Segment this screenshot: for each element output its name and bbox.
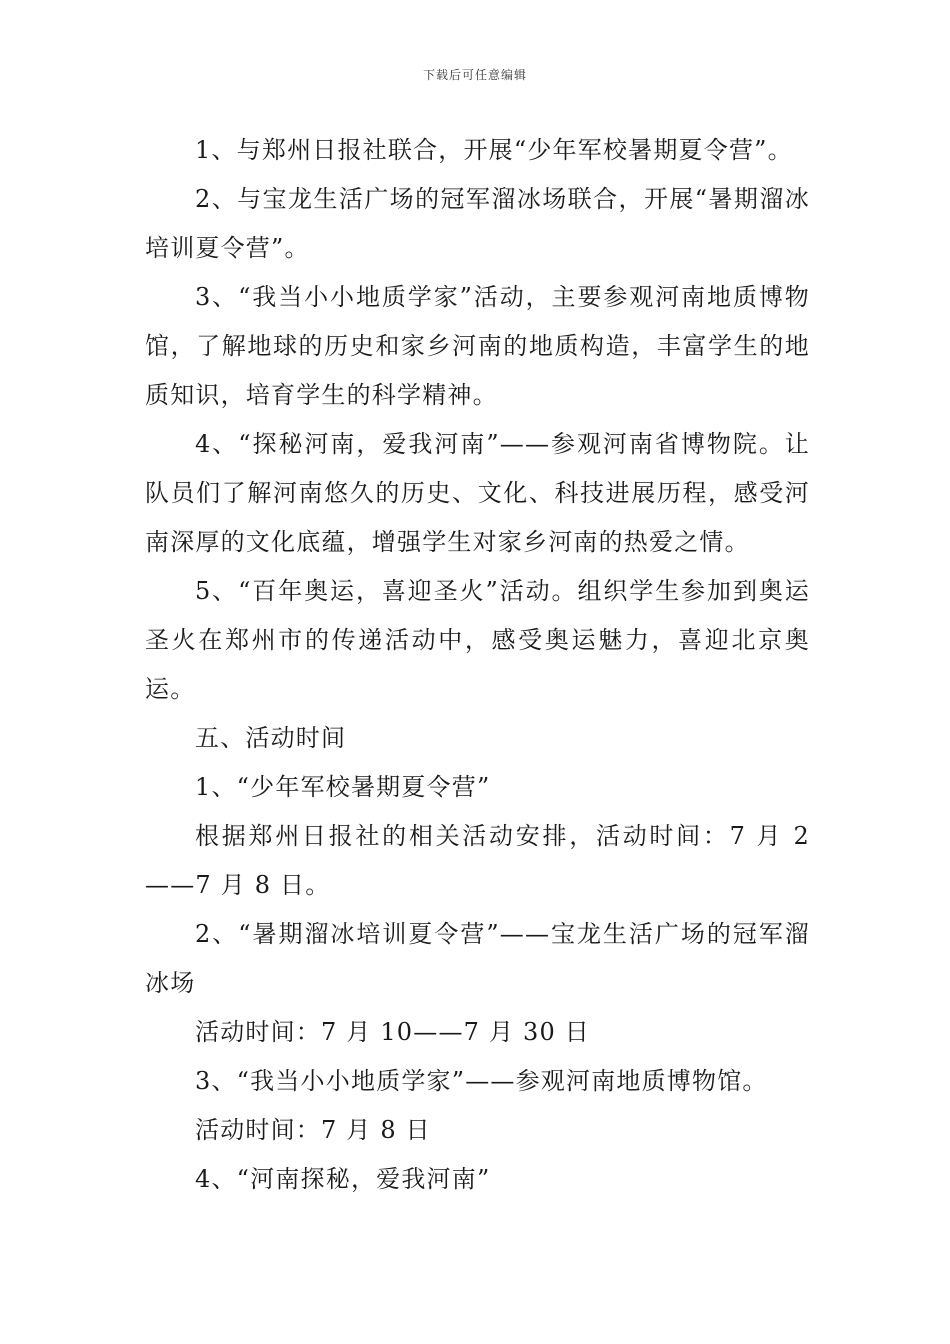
paragraph: 2、“暑期溜冰培训夏令营”——宝龙生活广场的冠军溜冰场 (145, 920, 810, 997)
paragraph: 4、“探秘河南，爱我河南”——参观河南省博物院。让队员们了解河南悠久的历史、文化、科技进展历程，感受河南深厚的文化底蕴，增强学生对家乡河南的热爱之情。 (145, 430, 810, 556)
document-body (145, 126, 810, 1204)
section-heading: 五、活动时间 (195, 724, 347, 752)
paragraph: 2、与宝龙生活广场的冠军溜冰场联合，开展“暑期溜冰培训夏令营”。 (145, 185, 810, 262)
paragraph: 4、“河南探秘，爱我河南” (195, 1165, 491, 1193)
paragraph: 活动时间：7 月 10——7 月 30 日 (195, 1018, 590, 1046)
paragraph: 5、“百年奥运，喜迎圣火”活动。组织学生参加到奥运圣火在郑州市的传递活动中，感受奥运魅力，喜迎北京奥运。 (145, 577, 810, 703)
paragraph: 3、“我当小小地质学家”——参观河南地质博物馆。 (195, 1067, 768, 1095)
paragraph: 根据郑州日报社的相关活动安排，活动时间：7 月 2——7 月 8 日。 (145, 822, 810, 899)
paragraph: 活动时间：7 月 8 日 (195, 1116, 431, 1144)
paragraph: 1、与郑州日报社联合，开展“少年军校暑期夏令营”。 (195, 136, 793, 164)
paragraph: 1、“少年军校暑期夏令营” (195, 773, 491, 801)
paragraph: 3、“我当小小地质学家”活动，主要参观河南地质博物馆，了解地球的历史和家乡河南的地质构造，丰富学生的地质知识，培育学生的科学精神。 (145, 283, 810, 409)
header-note: 下载后可任意编辑 (422, 68, 527, 82)
